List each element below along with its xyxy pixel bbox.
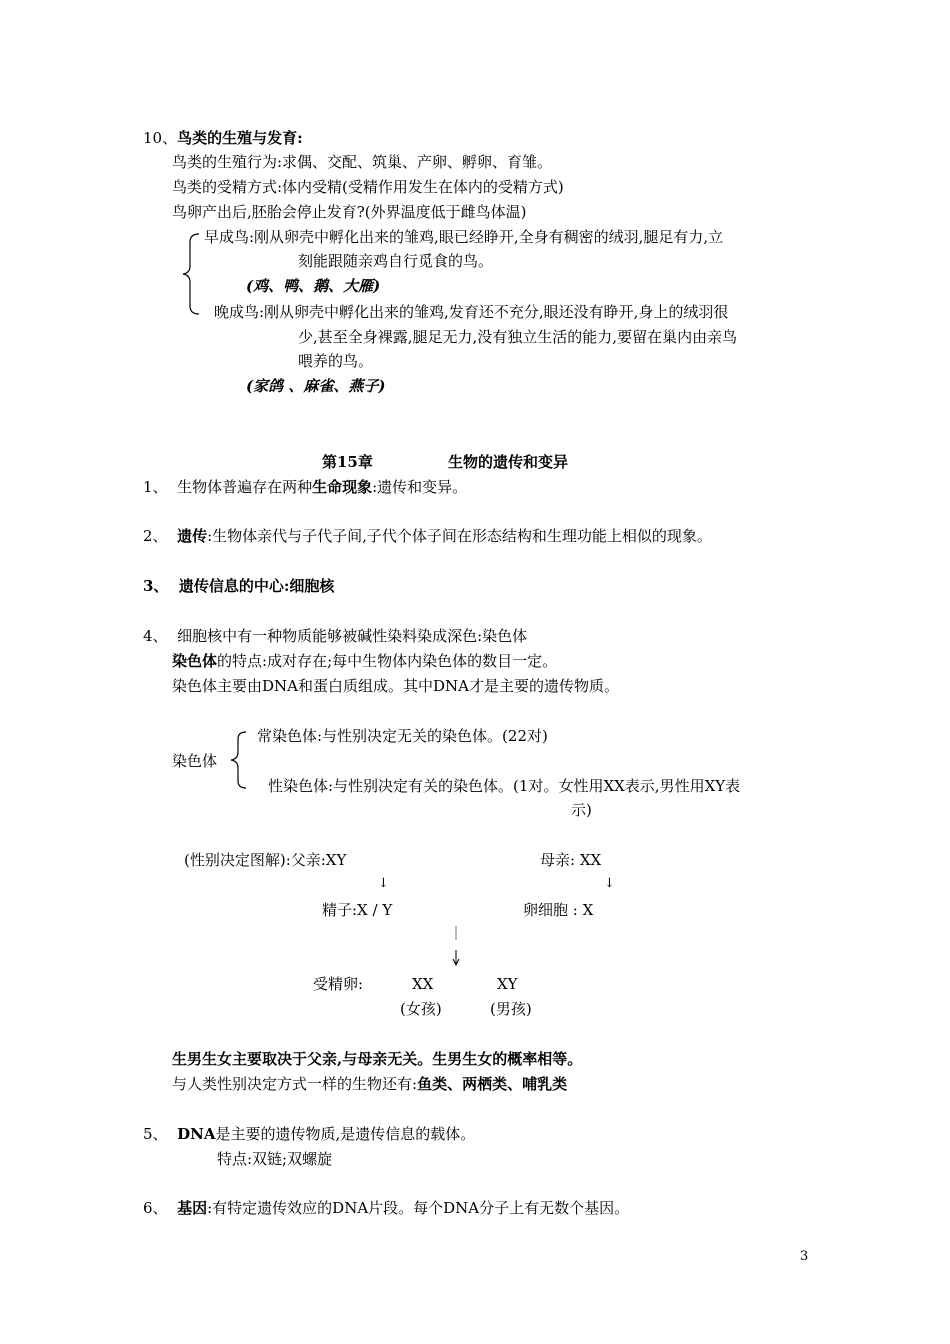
reproduction-behavior: 鸟类的生殖行为:求偶、交配、筑巢、产卵、孵卵、育雏。 <box>172 153 553 171</box>
diagram-boy: (男孩) <box>490 1000 532 1018</box>
autosome-line: 常染色体:与性别决定无关的染色体。(22对) <box>257 727 548 745</box>
page-number: 3 <box>800 1249 809 1264</box>
chapter-number: 第15章 <box>322 453 373 471</box>
item-6-text: :有特定遗传效应的DNA片段。每个DNA分子上有无数个基因。 <box>207 1199 630 1217</box>
item-1-number: 1、 <box>143 478 168 496</box>
embryo-question: 鸟卵产出后,胚胎会停止发育?(外界温度低于雌鸟体温) <box>172 203 527 221</box>
sex-chromosome-line1: 性染色体:与性别决定有关的染色体。(1对。女性用XX表示,男性用XY表 <box>268 777 741 795</box>
diagram-girl: (女孩) <box>400 1000 442 1018</box>
sex-chromosome-line2: 示) <box>571 801 592 819</box>
altricial-examples: (家鸽 、麻雀、燕子) <box>246 377 386 395</box>
item-1-text-post: :遗传和变异。 <box>372 478 468 496</box>
fertilization-arrow-icon <box>450 925 462 967</box>
down-arrow-icon: ↓ <box>378 876 389 891</box>
item-4-line1: 细胞核中有一种物质能够被碱性染料染成深色:染色体 <box>177 627 528 645</box>
item-5-bold: DNA <box>177 1125 216 1143</box>
conclusion-line2-text: 与人类性别决定方式一样的生物还有: <box>172 1075 418 1093</box>
dna-features: 特点:双链;双螺旋 <box>217 1150 333 1168</box>
conclusion-line2-bold: 鱼类、两栖类、哺乳类 <box>417 1075 568 1093</box>
item-3-number: 3、 <box>143 577 169 595</box>
chromosome-label: 染色体 <box>172 752 218 770</box>
altricial-line3: 喂养的鸟。 <box>298 352 374 370</box>
diagram-sperm: 精子:X / Y <box>322 901 393 919</box>
item-3-text: 遗传信息的中心:细胞核 <box>178 577 335 595</box>
item-2 <box>143 526 712 546</box>
fertilization-method: 鸟类的受精方式:体内受精(受精作用发生在体内的受精方式) <box>172 178 564 196</box>
item-1-bold: 生命现象 <box>312 478 373 496</box>
item-5-number: 5、 <box>143 1125 168 1143</box>
precocial-line1: 早成鸟:刚从卵壳中孵化出来的雏鸡,眼已经睁开,全身有稠密的绒羽,腿足有力,立 <box>204 228 724 246</box>
item-5-text: 是主要的遗传物质,是遗传信息的载体。 <box>215 1125 476 1143</box>
chromosome-composition: 染色体主要由DNA和蛋白质组成。其中DNA才是主要的遗传物质。 <box>172 677 619 695</box>
conclusion-line1: 生男生女主要取决于父亲,与母亲无关。生男生女的概率相等。 <box>172 1050 583 1068</box>
diagram-xy: XY <box>497 975 518 993</box>
altricial-line1: 晚成鸟:刚从卵壳中孵化出来的雏鸡,发育还不充分,眼还没有睁开,身上的绒羽很 <box>214 303 729 321</box>
down-arrow-icon: ↓ <box>604 876 615 891</box>
item-6 <box>143 1198 629 1218</box>
section10-number: 10、 <box>143 129 178 147</box>
item-5 <box>143 1124 475 1144</box>
altricial-line2: 少,甚至全身裸露,腿足无力,没有独立生活的能力,要留在巢内由亲鸟 <box>298 328 738 346</box>
diagram-egg: 卵细胞 : X <box>523 901 594 919</box>
chromosome-term: 染色体 <box>172 652 218 670</box>
item-1-text-pre: 生物体普遍存在两种 <box>177 478 313 496</box>
item-2-number: 2、 <box>143 527 168 545</box>
item-2-text: :生物体亲代与子代子间,子代个体子间在形态结构和生理功能上相似的现象。 <box>207 527 712 545</box>
section10-heading <box>143 128 303 148</box>
conclusion-line2 <box>172 1074 567 1094</box>
chapter-title: 生物的遗传和变异 <box>448 453 569 471</box>
diagram-xx: XX <box>412 975 434 993</box>
bird-types-brace <box>181 232 203 316</box>
chromosome-features-text: 的特点:成对存在;每中生物体内染色体的数目一定。 <box>217 652 558 670</box>
item-3 <box>143 576 334 596</box>
diagram-father: (性别决定图解):父亲:XY <box>184 851 347 869</box>
item-2-bold: 遗传 <box>177 527 208 545</box>
item-6-bold: 基因 <box>177 1199 208 1217</box>
section10-title: 鸟类的生殖与发育: <box>177 129 303 147</box>
precocial-examples: (鸡、鸭、鹅、大雁) <box>246 277 381 295</box>
diagram-zygote-label: 受精卵: <box>313 975 364 993</box>
chromosome-brace <box>228 730 250 790</box>
item-1 <box>143 477 467 497</box>
item-4-number: 4、 <box>143 627 168 645</box>
diagram-mother: 母亲: XX <box>540 851 602 869</box>
item-4 <box>143 626 527 646</box>
chromosome-features <box>172 651 557 671</box>
item-6-number: 6、 <box>143 1199 168 1217</box>
precocial-line2: 刻能跟随亲鸡自行觅食的鸟。 <box>298 252 494 270</box>
